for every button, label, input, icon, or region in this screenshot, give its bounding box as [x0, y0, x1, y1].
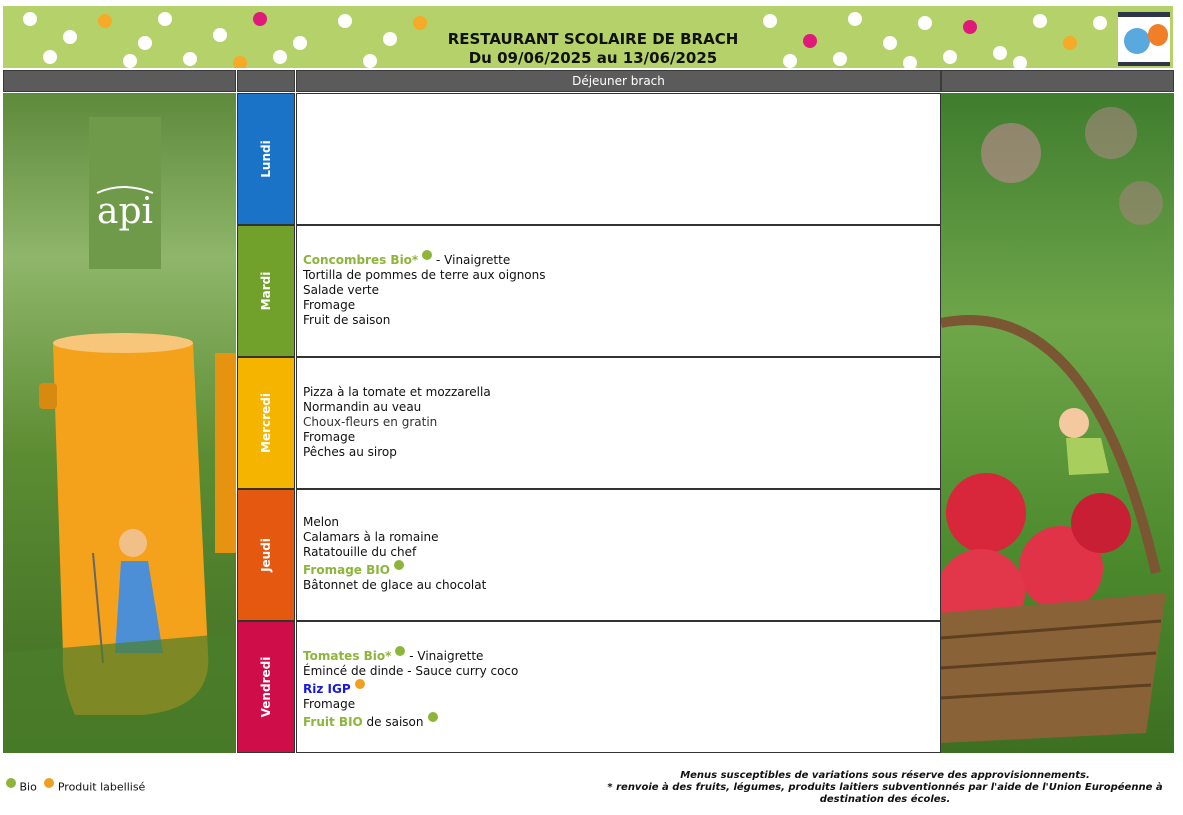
menu-item: Fromage [303, 430, 356, 444]
polka-dot [943, 50, 957, 64]
menu-item: Tomates Bio* - Vinaigrette [303, 649, 518, 664]
day-label-mardi: Mardi [259, 271, 273, 311]
menu-item: Pizza à la tomate et mozzarella [303, 385, 491, 399]
polka-dot [338, 14, 352, 28]
api-logo-text: api [96, 191, 154, 232]
legend-bio-label: Bio [19, 780, 37, 794]
menu-cell-vendredi [296, 621, 941, 753]
bio-icon [395, 646, 405, 656]
polka-dot [763, 14, 777, 28]
polka-dot [213, 28, 227, 42]
logo-bar-top [1118, 12, 1170, 17]
label-icon [355, 679, 365, 689]
bio-icon [394, 560, 404, 570]
header-band [3, 6, 1173, 68]
menu-cell-mardi [296, 225, 941, 357]
menu-item: Fromage [303, 298, 356, 312]
page-title: RESTAURANT SCOLAIRE DE BRACH [447, 30, 739, 48]
legend-bio-icon [6, 778, 16, 788]
boot-illustration [3, 93, 236, 753]
polka-dot [158, 12, 172, 26]
polka-dot [918, 16, 932, 30]
day-label-mercredi: Mercredi [259, 393, 273, 453]
menu-item: Salade verte [303, 283, 379, 297]
menu-item: Melon [303, 515, 340, 529]
polka-dot [1093, 16, 1107, 30]
bio-icon [422, 250, 432, 260]
polka-dot [23, 12, 37, 26]
col-header-right-image [941, 70, 1174, 92]
polka-dot [293, 36, 307, 50]
polka-dot [963, 20, 977, 34]
polka-dot [363, 54, 377, 68]
polka-dot [1063, 36, 1077, 50]
polka-dot [903, 56, 917, 68]
polka-dot [993, 46, 1007, 60]
polka-dot [848, 12, 862, 26]
menu-list-mercredi [303, 385, 491, 460]
day-vendredi [237, 621, 295, 753]
polka-dot [1013, 56, 1027, 68]
polka-dot [883, 36, 897, 50]
menu-item: Fromage BIO [303, 563, 486, 578]
menu-list-jeudi [303, 515, 486, 593]
col-header-meal: Déjeuner brach [296, 70, 941, 92]
menu-item: Tortilla de pommes de terre aux oignons [303, 268, 546, 282]
polka-dot [138, 36, 152, 50]
menu-item: Concombres Bio* - Vinaigrette [303, 253, 546, 268]
col-header-day [237, 70, 295, 92]
polka-dot [1033, 14, 1047, 28]
menu-cell-mercredi [296, 357, 941, 489]
date-range: Du 09/06/2025 au 13/06/2025 [468, 49, 718, 67]
menu-list-vendredi [303, 649, 518, 730]
menu-item: Bâtonnet de glace au chocolat [303, 578, 487, 592]
left-decorative-photo [3, 93, 236, 753]
apple-basket-illustration [941, 93, 1174, 753]
menu-item: Émincé de dinde - Sauce curry coco [303, 664, 519, 678]
menu-item: Ratatouille du chef [303, 545, 417, 559]
menu-item: Pêches au sirop [303, 445, 397, 459]
polka-dot [413, 16, 427, 30]
day-lundi [237, 93, 295, 225]
menu-cell-lundi [296, 93, 941, 225]
polka-dot [63, 30, 77, 44]
polka-dot [783, 54, 797, 68]
polka-dot [98, 14, 112, 28]
legend-label-text: Produit labellisé [57, 780, 146, 794]
polka-dot [253, 12, 267, 26]
day-mercredi [237, 357, 295, 489]
partner-logo [1118, 12, 1170, 66]
menu-item: Fruit BIO de saison [303, 715, 518, 730]
polka-dot [833, 52, 847, 66]
bio-icon [428, 712, 438, 722]
col-header-left-image [3, 70, 236, 92]
polka-dot [43, 50, 57, 64]
menu-item: Choux-fleurs en gratin [303, 415, 438, 429]
day-label-jeudi: Jeudi [259, 538, 273, 572]
menu-list-mardi [303, 253, 546, 328]
logo-orange-emblem [1148, 24, 1168, 46]
right-decorative-photo [941, 93, 1174, 753]
day-jeudi [237, 489, 295, 621]
polka-dot [383, 32, 397, 46]
legend-label-icon [44, 778, 54, 788]
polka-dot [123, 54, 137, 68]
menu-item: Normandin au veau [303, 400, 422, 414]
footnotes [600, 770, 1170, 806]
polka-dot [803, 34, 817, 48]
polka-dot [183, 52, 197, 66]
legend [6, 780, 145, 794]
menu-item: Calamars à la romaine [303, 530, 439, 544]
menu-item: Fromage [303, 697, 356, 711]
menu-item: Fruit de saison [303, 313, 391, 327]
day-label-lundi: Lundi [259, 140, 273, 178]
menu-item: Riz IGP [303, 682, 518, 697]
menu-cell-jeudi [296, 489, 941, 621]
polka-dot [233, 56, 247, 68]
logo-blue-emblem [1124, 28, 1150, 54]
note-line-1: Menus susceptibles de variations sous réserve des approvisionnements. [680, 770, 1090, 781]
day-label-vendredi: Vendredi [259, 656, 273, 718]
note-line-2: * renvoie à des fruits, légumes, produits laitiers subventionnés par l'aide de l'Union Européenne à destination des écoles. [607, 782, 1163, 805]
day-mardi [237, 225, 295, 357]
logo-bar-bottom [1118, 62, 1170, 66]
polka-dot [273, 50, 287, 64]
